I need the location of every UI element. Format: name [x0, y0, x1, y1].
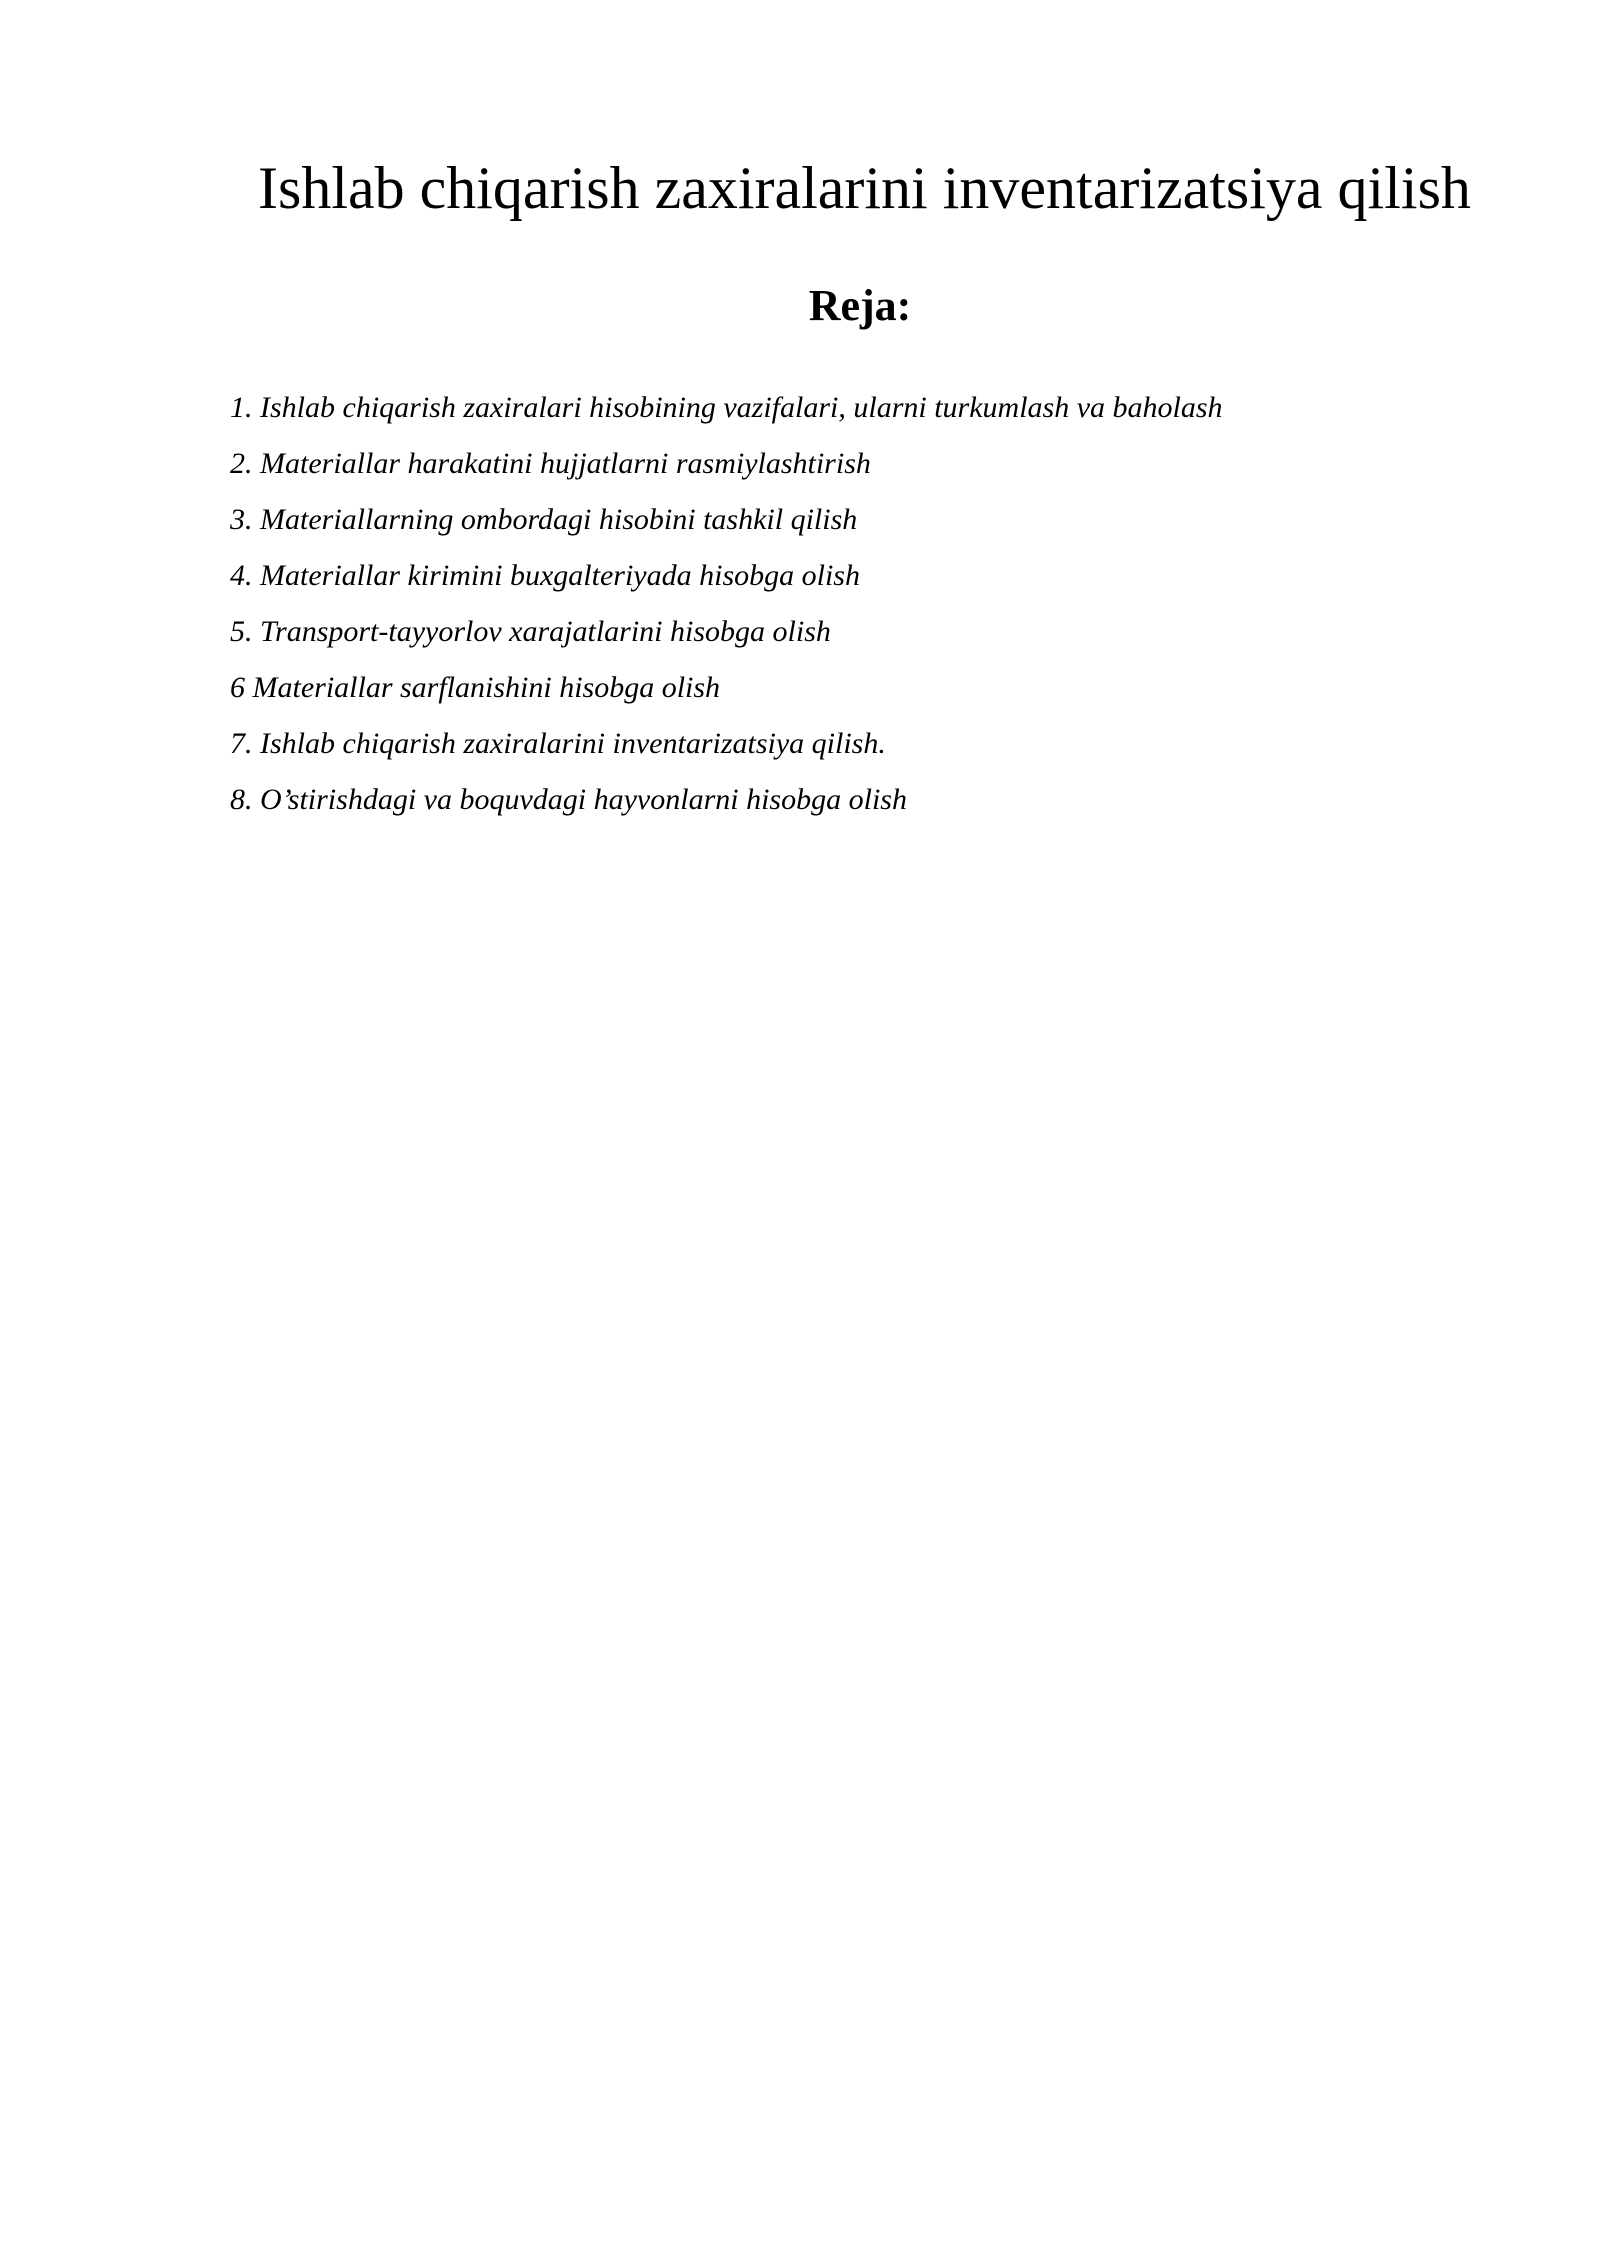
plan-item: 1. Ishlab chiqarish zaxiralari hisobining vazifalari, ularni turkumlash va baholash	[230, 391, 1223, 424]
document-title: Ishlab chiqarish zaxiralarini inventarizatsiya qilish	[258, 155, 1471, 221]
plan-list	[230, 380, 1223, 828]
plan-item: 8. O’stirishdagi va boquvdagi hayvonlarni hisobga olish	[230, 783, 907, 816]
plan-item: 6 Materiallar sarflanishini hisobga olish	[230, 671, 721, 704]
plan-item: 3. Materiallarning ombordagi hisobini tashkil qilish	[230, 503, 858, 536]
plan-item: 2. Materiallar harakatini hujjatlarni rasmiylashtirish	[230, 447, 871, 480]
plan-item: 4. Materiallar kirimini buxgalteriyada hisobga olish	[230, 559, 860, 592]
plan-item: 7. Ishlab chiqarish zaxiralarini inventarizatsiya qilish.	[230, 727, 886, 760]
plan-heading: Reja:	[808, 281, 912, 330]
plan-item: 5. Transport-tayyorlov xarajatlarini hisobga olish	[230, 615, 831, 648]
